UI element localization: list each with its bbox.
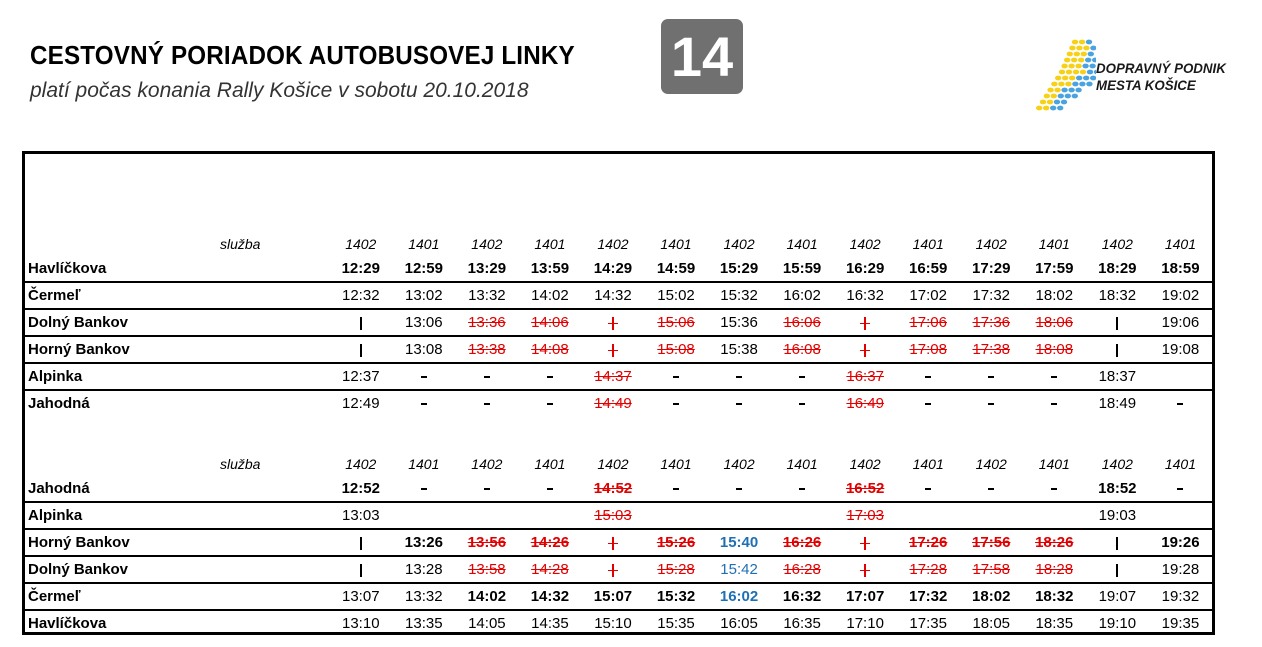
- dash-icon: [1051, 488, 1057, 490]
- stop-name: Havlíčkova: [28, 260, 107, 277]
- departure-time: 19:03: [1086, 502, 1149, 529]
- service-number: 1402: [849, 455, 881, 472]
- service-number: 1402: [345, 455, 377, 472]
- dash-icon: [1177, 403, 1183, 405]
- departure-time: 12:49: [329, 390, 392, 416]
- pass-through-icon: [360, 564, 362, 577]
- service-number: 1402: [597, 455, 629, 472]
- service-number: 1401: [660, 455, 692, 472]
- pass-through-mark: [581, 529, 644, 556]
- dash-icon: [799, 376, 805, 378]
- departure-time: 18:26: [1023, 529, 1086, 556]
- no-service-mark: [1149, 476, 1212, 502]
- departure-time: 15:10: [581, 610, 644, 636]
- departure-time: 19:06: [1149, 309, 1212, 336]
- departure-time: 18:29: [1098, 260, 1137, 277]
- dash-icon: [673, 403, 679, 405]
- page-title: CESTOVNÝ PORIADOK AUTOBUSOVEJ LINKY: [30, 40, 575, 70]
- timetable-return: [25, 451, 1212, 636]
- departure-time: 15:38: [708, 336, 771, 363]
- no-service-mark: [960, 390, 1023, 416]
- departure-time: 13:59: [530, 260, 570, 277]
- pass-through-mark: [1086, 309, 1149, 336]
- dash-icon: [799, 403, 805, 405]
- departure-time: 16:32: [771, 583, 834, 610]
- departure-time: 13:06: [392, 309, 455, 336]
- pass-through-mark: [329, 309, 392, 336]
- departure-time: 13:36: [455, 309, 518, 336]
- departure-time: 16:08: [771, 336, 834, 363]
- dash-icon: [988, 488, 994, 490]
- no-service-mark: [455, 476, 518, 502]
- service-number: 1401: [786, 235, 818, 252]
- departure-time: 17:26: [897, 529, 960, 556]
- dash-icon: [484, 488, 490, 490]
- departure-time: 15:36: [708, 309, 771, 336]
- stop-row: [25, 476, 1212, 502]
- service-number: 1401: [912, 235, 944, 252]
- departure-time: 14:32: [581, 282, 644, 309]
- departure-time: 14:02: [455, 583, 518, 610]
- departure-time: 16:29: [845, 260, 885, 277]
- departure-time: 14:52: [593, 480, 633, 497]
- stop-name: Čermeľ: [25, 583, 329, 610]
- departure-time: 17:06: [897, 309, 960, 336]
- dash-icon: [421, 376, 427, 378]
- departure-time: [1023, 502, 1086, 529]
- departure-time: 15:40: [708, 529, 771, 556]
- departure-time: 19:10: [1086, 610, 1149, 636]
- no-service-mark: [897, 363, 960, 390]
- timetable-frame: [22, 151, 1215, 635]
- pass-through-mark: [834, 529, 897, 556]
- departure-time: 17:07: [834, 583, 897, 610]
- departure-time: 17:56: [960, 529, 1023, 556]
- departure-time: 13:08: [392, 336, 455, 363]
- departure-time: 14:06: [518, 309, 581, 336]
- departure-time: 14:59: [656, 260, 696, 277]
- dash-icon: [736, 488, 742, 490]
- stop-name: Dolný Bankov: [25, 309, 329, 336]
- departure-time: 19:08: [1149, 336, 1212, 363]
- dash-icon: [736, 376, 742, 378]
- service-label: služba: [220, 235, 261, 252]
- departure-time: 14:49: [581, 390, 644, 416]
- logo-line2: MESTA KOŠICE: [1096, 77, 1196, 93]
- logo-line1: DOPRAVNÝ PODNIK: [1096, 60, 1226, 76]
- departure-time: [455, 502, 518, 529]
- no-service-mark: [455, 390, 518, 416]
- departure-time: [644, 502, 707, 529]
- stop-row: [25, 363, 1212, 390]
- departure-time: 18:05: [960, 610, 1023, 636]
- departure-time: 17:10: [834, 610, 897, 636]
- stop-row: [25, 556, 1212, 583]
- pass-through-icon: [360, 537, 362, 550]
- service-number: 1402: [975, 235, 1007, 252]
- stop-name: Dolný Bankov: [25, 556, 329, 583]
- stop-name: Horný Bankov: [25, 529, 329, 556]
- service-number: 1401: [912, 455, 944, 472]
- service-number: 1401: [660, 235, 692, 252]
- departure-time: 17:58: [960, 556, 1023, 583]
- departure-time: 14:05: [455, 610, 518, 636]
- dash-icon: [1051, 403, 1057, 405]
- stop-row: [25, 336, 1212, 363]
- service-number: 1402: [849, 235, 881, 252]
- departure-time: 13:35: [392, 610, 455, 636]
- departure-time: 15:32: [644, 583, 707, 610]
- service-number: 1402: [471, 235, 503, 252]
- departure-time: 18:49: [1086, 390, 1149, 416]
- dash-icon: [421, 488, 427, 490]
- departure-time: 13:07: [329, 583, 392, 610]
- service-number: 1401: [408, 455, 440, 472]
- departure-time: 18:59: [1161, 260, 1200, 277]
- departure-time: 16:28: [771, 556, 834, 583]
- departure-time: [392, 502, 455, 529]
- no-service-mark: [1149, 390, 1212, 416]
- timetable-outbound: [25, 231, 1212, 416]
- departure-time: 15:03: [581, 502, 644, 529]
- departure-time: 15:02: [644, 282, 707, 309]
- departure-time: 14:08: [518, 336, 581, 363]
- stop-row: [25, 502, 1212, 529]
- departure-time: 14:28: [518, 556, 581, 583]
- no-service-mark: [518, 363, 581, 390]
- service-number: 1401: [534, 235, 566, 252]
- no-service-mark: [708, 363, 771, 390]
- pass-through-icon: [360, 344, 362, 357]
- dash-icon: [925, 403, 931, 405]
- pass-through-icon: [612, 344, 614, 357]
- logo-text: [1096, 60, 1226, 94]
- service-number: 1402: [723, 455, 755, 472]
- no-service-mark: [1023, 390, 1086, 416]
- stop-row: [25, 529, 1212, 556]
- pass-through-icon: [612, 537, 614, 550]
- no-service-mark: [771, 476, 834, 502]
- departure-time: 17:35: [897, 610, 960, 636]
- departure-time: 15:28: [644, 556, 707, 583]
- departure-time: 18:32: [1086, 282, 1149, 309]
- pass-through-mark: [581, 556, 644, 583]
- dash-icon: [925, 376, 931, 378]
- pass-through-mark: [834, 336, 897, 363]
- stop-name: Horný Bankov: [25, 336, 329, 363]
- departure-time: 17:38: [960, 336, 1023, 363]
- no-service-mark: [897, 476, 960, 502]
- departure-time: 12:37: [329, 363, 392, 390]
- departure-time: 16:06: [771, 309, 834, 336]
- dash-icon: [421, 403, 427, 405]
- departure-time: 13:32: [455, 282, 518, 309]
- stop-row: [25, 309, 1212, 336]
- service-number: 1401: [1038, 455, 1070, 472]
- departure-time: 18:28: [1023, 556, 1086, 583]
- service-number: 1402: [597, 235, 629, 252]
- departure-time: 16:49: [834, 390, 897, 416]
- no-service-mark: [518, 476, 581, 502]
- no-service-mark: [644, 476, 707, 502]
- stop-name: Jahodná: [25, 390, 329, 416]
- departure-time: 14:35: [518, 610, 581, 636]
- departure-time: 13:03: [329, 502, 392, 529]
- departure-time: 16:32: [834, 282, 897, 309]
- dash-icon: [547, 376, 553, 378]
- pass-through-icon: [864, 537, 866, 550]
- service-label: služba: [220, 455, 261, 472]
- departure-time: 16:52: [845, 480, 885, 497]
- departure-time: 15:35: [644, 610, 707, 636]
- departure-time: 14:32: [518, 583, 581, 610]
- service-number: 1401: [534, 455, 566, 472]
- departure-time: 18:37: [1086, 363, 1149, 390]
- departure-time: 19:32: [1149, 583, 1212, 610]
- stop-name: Havlíčkova: [25, 610, 329, 636]
- departure-time: 14:02: [518, 282, 581, 309]
- no-service-mark: [392, 390, 455, 416]
- departure-time: 17:03: [834, 502, 897, 529]
- service-number: 1401: [1164, 455, 1196, 472]
- no-service-mark: [644, 363, 707, 390]
- departure-time: 18:52: [1098, 480, 1137, 497]
- logo-dots-icon: [1026, 36, 1096, 118]
- departure-time: 13:28: [392, 556, 455, 583]
- pass-through-icon: [360, 317, 362, 330]
- no-service-mark: [392, 476, 455, 502]
- departure-time: 17:28: [897, 556, 960, 583]
- stop-row: [25, 282, 1212, 309]
- departure-time: 12:32: [329, 282, 392, 309]
- service-number: 1402: [471, 455, 503, 472]
- departure-time: 16:35: [771, 610, 834, 636]
- dash-icon: [736, 403, 742, 405]
- service-number: 1402: [723, 235, 755, 252]
- departure-time: 18:02: [1023, 282, 1086, 309]
- dash-icon: [547, 488, 553, 490]
- departure-time: 16:05: [708, 610, 771, 636]
- departure-time: [708, 502, 771, 529]
- stop-row: [25, 583, 1212, 610]
- service-number: 1402: [345, 235, 377, 252]
- departure-time: 16:59: [909, 260, 948, 277]
- service-number: 1402: [975, 455, 1007, 472]
- departure-time: 18:08: [1023, 336, 1086, 363]
- departure-time: 12:59: [404, 260, 443, 277]
- pass-through-icon: [1116, 564, 1118, 577]
- no-service-mark: [960, 476, 1023, 502]
- departure-time: 15:42: [708, 556, 771, 583]
- stop-row: [25, 390, 1212, 416]
- pass-through-mark: [834, 556, 897, 583]
- departure-time: 16:26: [771, 529, 834, 556]
- stop-name: Jahodná: [28, 480, 90, 497]
- service-number: 1401: [1038, 235, 1070, 252]
- pass-through-icon: [864, 317, 866, 330]
- no-service-mark: [1023, 476, 1086, 502]
- departure-time: 15:08: [644, 336, 707, 363]
- service-number: 1402: [1101, 235, 1133, 252]
- departure-time: 14:29: [593, 260, 633, 277]
- departure-time: 13:10: [329, 610, 392, 636]
- departure-time: 16:02: [708, 583, 771, 610]
- pass-through-mark: [1086, 556, 1149, 583]
- departure-time: [1149, 363, 1212, 390]
- departure-time: [1149, 502, 1212, 529]
- service-number: 1401: [408, 235, 440, 252]
- departure-time: [897, 502, 960, 529]
- no-service-mark: [455, 363, 518, 390]
- departure-time: 17:32: [897, 583, 960, 610]
- pass-through-mark: [329, 529, 392, 556]
- departure-time: 16:37: [834, 363, 897, 390]
- service-row: [25, 231, 1212, 256]
- service-number: 1401: [786, 455, 818, 472]
- departure-time: 12:52: [341, 480, 380, 497]
- no-service-mark: [708, 476, 771, 502]
- departure-time: [518, 502, 581, 529]
- departure-time: 13:29: [467, 260, 507, 277]
- departure-time: 17:59: [1035, 260, 1074, 277]
- departure-time: 13:02: [392, 282, 455, 309]
- dash-icon: [988, 376, 994, 378]
- page-subtitle: platí počas konania Rally Košice v sobotu 20.10.2018: [30, 79, 529, 102]
- no-service-mark: [518, 390, 581, 416]
- pass-through-mark: [329, 556, 392, 583]
- dash-icon: [1177, 488, 1183, 490]
- departure-time: 19:35: [1149, 610, 1212, 636]
- pass-through-icon: [612, 317, 614, 330]
- departure-time: [960, 502, 1023, 529]
- departure-time: 15:06: [644, 309, 707, 336]
- pass-through-mark: [1086, 336, 1149, 363]
- pass-through-icon: [1116, 537, 1118, 550]
- no-service-mark: [392, 363, 455, 390]
- pass-through-icon: [864, 344, 866, 357]
- departure-time: 19:02: [1149, 282, 1212, 309]
- stop-name: Alpinka: [25, 502, 329, 529]
- departure-time: 13:32: [392, 583, 455, 610]
- no-service-mark: [1023, 363, 1086, 390]
- departure-time: 17:29: [972, 260, 1011, 277]
- departure-time: 15:07: [581, 583, 644, 610]
- dash-icon: [484, 376, 490, 378]
- no-service-mark: [897, 390, 960, 416]
- pass-through-mark: [1086, 529, 1149, 556]
- departure-time: 19:26: [1149, 529, 1212, 556]
- departure-time: 16:02: [771, 282, 834, 309]
- departure-time: 19:07: [1086, 583, 1149, 610]
- departure-time: 13:38: [455, 336, 518, 363]
- service-number: 1401: [1164, 235, 1196, 252]
- service-row: [25, 451, 1212, 476]
- dash-icon: [925, 488, 931, 490]
- company-logo: [1026, 36, 1256, 118]
- departure-time: [771, 502, 834, 529]
- no-service-mark: [960, 363, 1023, 390]
- dash-icon: [988, 403, 994, 405]
- pass-through-icon: [612, 564, 614, 577]
- departure-time: 13:56: [455, 529, 518, 556]
- no-service-mark: [771, 363, 834, 390]
- departure-time: 13:26: [392, 529, 455, 556]
- no-service-mark: [644, 390, 707, 416]
- no-service-mark: [771, 390, 834, 416]
- dash-icon: [547, 403, 553, 405]
- dash-icon: [484, 403, 490, 405]
- stop-name: Alpinka: [25, 363, 329, 390]
- departure-time: 18:02: [960, 583, 1023, 610]
- pass-through-mark: [834, 309, 897, 336]
- departure-time: 18:06: [1023, 309, 1086, 336]
- departure-time: 17:32: [960, 282, 1023, 309]
- pass-through-mark: [329, 336, 392, 363]
- pass-through-mark: [581, 336, 644, 363]
- dash-icon: [673, 488, 679, 490]
- service-number: 1402: [1101, 455, 1133, 472]
- no-service-mark: [708, 390, 771, 416]
- departure-time: 18:32: [1023, 583, 1086, 610]
- departure-time: 15:59: [782, 260, 822, 277]
- departure-time: 14:37: [581, 363, 644, 390]
- pass-through-mark: [581, 309, 644, 336]
- departure-time: 15:26: [644, 529, 707, 556]
- departure-time: 14:26: [518, 529, 581, 556]
- line-number-badge: 14: [661, 19, 743, 94]
- stop-name: Čermeľ: [25, 282, 329, 309]
- departure-time: 19:28: [1149, 556, 1212, 583]
- pass-through-icon: [1116, 317, 1118, 330]
- stop-row: [25, 610, 1212, 636]
- departure-time: 17:08: [897, 336, 960, 363]
- pass-through-icon: [864, 564, 866, 577]
- departure-time: 12:29: [341, 260, 380, 277]
- dash-icon: [1051, 376, 1057, 378]
- departure-time: 17:36: [960, 309, 1023, 336]
- stop-row: [25, 256, 1212, 282]
- dash-icon: [799, 488, 805, 490]
- departure-time: 13:58: [455, 556, 518, 583]
- departure-time: 18:35: [1023, 610, 1086, 636]
- pass-through-icon: [1116, 344, 1118, 357]
- dash-icon: [673, 376, 679, 378]
- departure-time: 15:29: [719, 260, 759, 277]
- departure-time: 17:02: [897, 282, 960, 309]
- departure-time: 15:32: [708, 282, 771, 309]
